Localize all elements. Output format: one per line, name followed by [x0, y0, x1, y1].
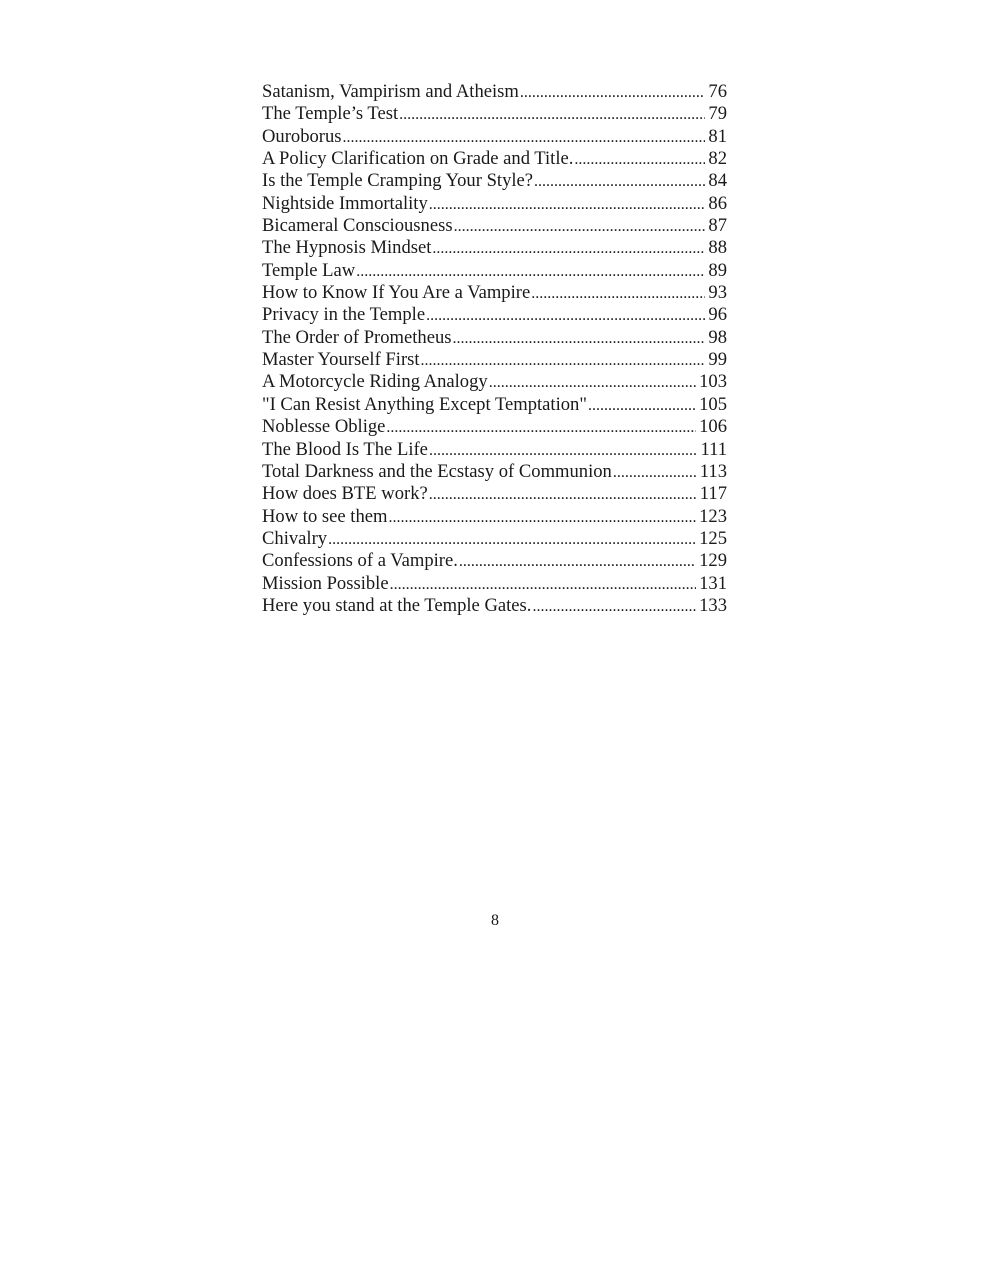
- toc-entry: [262, 528, 727, 550]
- toc-entry-title: Nightside Immortality: [262, 192, 428, 214]
- toc-dot-leader: [328, 528, 696, 550]
- toc-entry: [262, 148, 727, 170]
- toc-entry-page: 87: [708, 215, 727, 237]
- toc-entry: [262, 439, 727, 461]
- toc-entry-title: "I Can Resist Anything Except Temptation": [262, 393, 587, 415]
- toc-entry-title: Privacy in the Temple: [262, 304, 426, 326]
- toc-entry: [262, 506, 727, 528]
- toc-dot-leader: [453, 327, 706, 349]
- toc-entry-title: How to Know If You Are a Vampire: [262, 282, 531, 304]
- toc-entry-page: 84: [708, 170, 727, 192]
- toc-dot-leader: [386, 416, 696, 438]
- toc-entry: [262, 595, 727, 617]
- toc-dot-leader: [399, 103, 705, 125]
- toc-entry: [262, 327, 727, 349]
- toc-entry-page: 79: [708, 103, 727, 125]
- toc-entry-page: 82: [708, 148, 727, 170]
- toc-entry-page: 105: [699, 393, 727, 415]
- toc-entry-title: Mission Possible: [262, 572, 389, 594]
- toc-dot-leader: [432, 237, 705, 259]
- toc-entry: [262, 260, 727, 282]
- toc-entry-page: 123: [699, 505, 727, 527]
- toc-entry-page: 113: [699, 460, 727, 482]
- toc-dot-leader: [388, 506, 696, 528]
- toc-entry: [262, 282, 727, 304]
- toc-dot-leader: [390, 573, 697, 595]
- toc-entry: [262, 126, 727, 148]
- toc-entry-title: The Hypnosis Mindset: [262, 237, 432, 259]
- toc-entry-title: A Policy Clarification on Grade and Title.: [262, 148, 574, 170]
- toc-entry-page: 111: [700, 438, 727, 460]
- toc-entry-title: Chivalry: [262, 527, 328, 549]
- toc-entry-page: 117: [699, 483, 727, 505]
- toc-entry-page: 81: [708, 125, 727, 147]
- toc-entry: [262, 573, 727, 595]
- toc-entry-title: Is the Temple Cramping Your Style?: [262, 170, 534, 192]
- toc-entry: [262, 304, 727, 326]
- toc-dot-leader: [532, 595, 696, 617]
- toc-dot-leader: [588, 394, 696, 416]
- toc-entry-title: How to see them: [262, 505, 388, 527]
- toc-entry-page: 133: [699, 594, 727, 616]
- toc-entry: [262, 81, 727, 103]
- toc-entry-page: 86: [708, 192, 727, 214]
- toc-dot-leader: [429, 483, 697, 505]
- page-number: 8: [491, 912, 499, 929]
- toc-entry: [262, 371, 727, 393]
- toc-dot-leader: [356, 260, 705, 282]
- toc-entry-title: Temple Law: [262, 259, 356, 281]
- toc-dot-leader: [520, 81, 706, 103]
- toc-entry-page: 96: [708, 304, 727, 326]
- toc-entry: [262, 483, 727, 505]
- toc-entry-page: 106: [699, 416, 727, 438]
- toc-entry-page: 131: [699, 572, 727, 594]
- toc-entry: [262, 193, 727, 215]
- toc-entry: [262, 215, 727, 237]
- toc-dot-leader: [459, 550, 696, 572]
- toc-entry-page: 88: [708, 237, 727, 259]
- toc-entry-title: Confessions of a Vampire.: [262, 550, 458, 572]
- toc-entry-title: The Temple’s Test: [262, 103, 399, 125]
- toc-dot-leader: [613, 461, 697, 483]
- toc-entry: [262, 416, 727, 438]
- toc-entry-title: Satanism, Vampirism and Atheism: [262, 81, 519, 102]
- toc-entry-page: 99: [708, 349, 727, 371]
- toc-entry-title: Bicameral Consciousness: [262, 215, 453, 237]
- toc-entry-title: A Motorcycle Riding Analogy: [262, 371, 488, 393]
- toc-dot-leader: [426, 304, 705, 326]
- toc-entry-title: How does BTE work?: [262, 483, 428, 505]
- toc-entry-title: Total Darkness and the Ecstasy of Communion: [262, 460, 612, 482]
- toc-entry: [262, 103, 727, 125]
- toc-dot-leader: [429, 193, 706, 215]
- toc-entry-page: 129: [699, 550, 727, 572]
- toc-entry-title: The Blood Is The Life: [262, 438, 428, 460]
- table-of-contents: [262, 81, 727, 617]
- toc-entry-title: Master Yourself First: [262, 349, 420, 371]
- toc-entry-page: 89: [708, 259, 727, 281]
- toc-entry: [262, 394, 727, 416]
- toc-entry-page: 76: [708, 81, 727, 102]
- toc-entry-page: 103: [699, 371, 727, 393]
- toc-entry: [262, 461, 727, 483]
- toc-dot-leader: [429, 439, 698, 461]
- toc-entry-page: 125: [699, 527, 727, 549]
- toc-entry: [262, 349, 727, 371]
- toc-entry-page: 98: [708, 326, 727, 348]
- toc-entry: [262, 237, 727, 259]
- toc-dot-leader: [489, 371, 696, 393]
- toc-dot-leader: [574, 148, 705, 170]
- toc-dot-leader: [421, 349, 706, 371]
- toc-entry-title: Ouroborus: [262, 125, 342, 147]
- toc-dot-leader: [343, 126, 706, 148]
- toc-entry-title: Noblesse Oblige: [262, 416, 386, 438]
- toc-entry-title: The Order of Prometheus: [262, 326, 452, 348]
- toc-entry-title: Here you stand at the Temple Gates.: [262, 594, 532, 616]
- toc-dot-leader: [454, 215, 706, 237]
- toc-dot-leader: [531, 282, 705, 304]
- toc-entry-page: 93: [708, 282, 727, 304]
- toc-entry: [262, 550, 727, 572]
- toc-dot-leader: [534, 170, 705, 192]
- toc-entry: [262, 170, 727, 192]
